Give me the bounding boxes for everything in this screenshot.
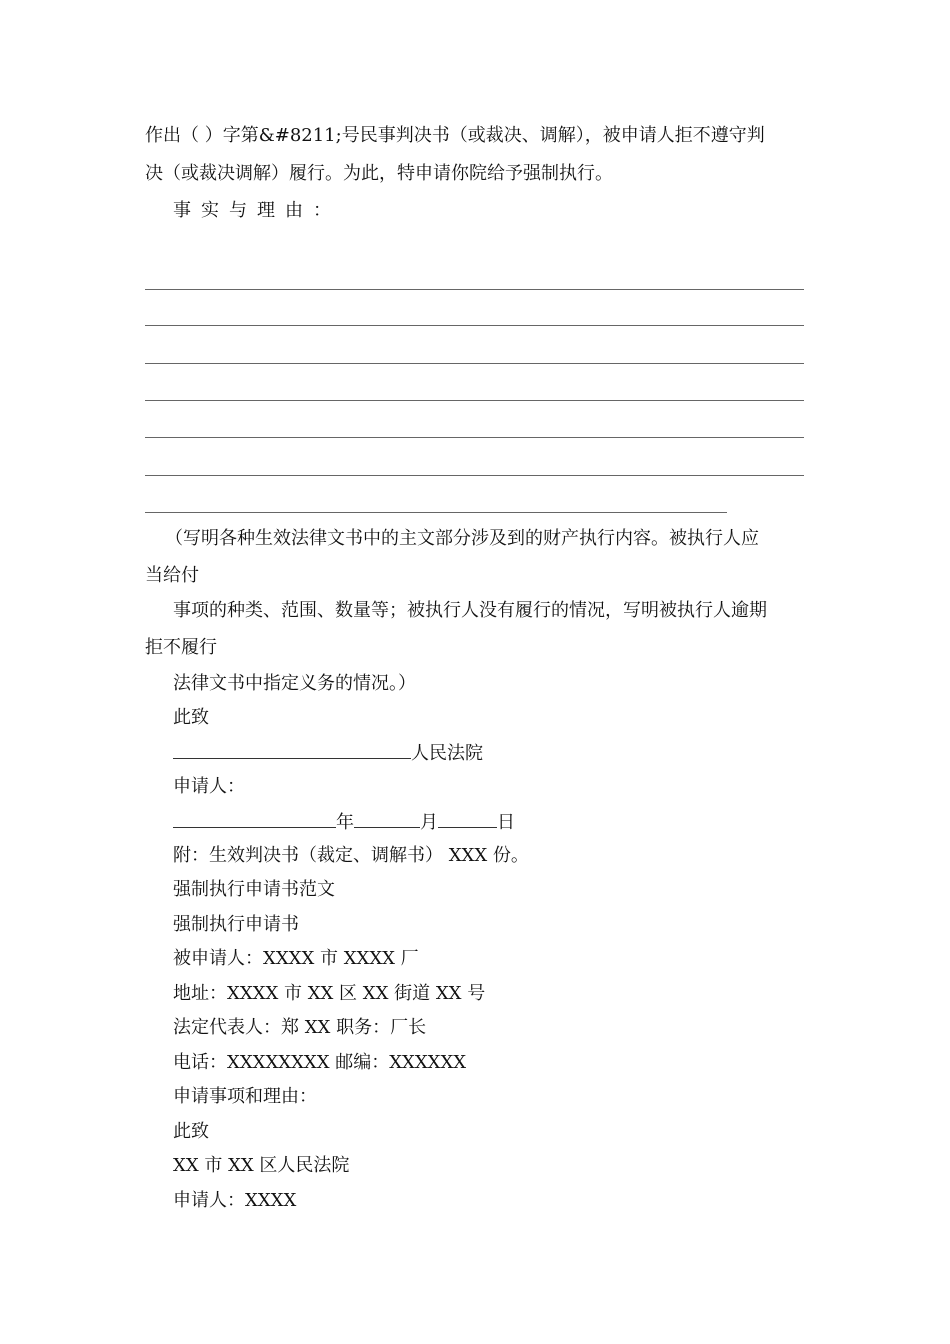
applicant-line: 申请人：XXXX [173,1190,297,1211]
court-name-blank[interactable] [173,740,411,759]
blank-rule [145,400,804,401]
attachment-line: 附：生效判决书（裁定、调解书） XXX 份。 [173,845,529,866]
court-line [173,740,483,766]
blank-rule [145,325,804,326]
blank-rule [145,289,804,290]
court-suffix: 人民法院 [411,743,483,764]
court-name: XX 市 XX 区人民法院 [173,1155,350,1176]
blank-rule [145,437,804,438]
note-line: 法律文书中指定义务的情况。） [173,673,416,694]
note-line: 事项的种类、范围、数量等；被执行人没有履行的情况，写明被执行人逾期 [173,600,767,621]
paragraph-line: 作出（ ）字第&#8211;号民事判决书（或裁决、调解），被申请人拒不遵守判 [145,125,765,146]
paragraph-line: 决（或裁决调解）履行。为此，特申请你院给予强制执行。 [145,163,613,184]
day-label: 日 [497,812,515,833]
blank-rule [145,363,804,364]
year-blank[interactable] [173,809,336,828]
year-label: 年 [336,812,354,833]
salutation: 此致 [173,707,209,728]
salutation: 此致 [173,1121,209,1142]
address-line: 地址：XXXX 市 XX 区 XX 街道 XX 号 [173,983,486,1004]
date-line [173,809,515,835]
respondent-line: 被申请人：XXXX 市 XXXX 厂 [173,948,419,969]
document-title: 强制执行申请书 [173,914,299,935]
day-blank[interactable] [438,809,497,828]
request-heading: 申请事项和理由： [173,1086,317,1107]
month-blank[interactable] [354,809,420,828]
applicant-label: 申请人： [173,776,245,797]
legal-rep-line: 法定代表人：郑 XX 职务：厂长 [173,1017,427,1038]
note-line: （写明各种生效法律文书中的主文部分涉及到的财产执行内容。被执行人应 [165,528,759,549]
sample-title: 强制执行申请书范文 [173,879,335,900]
note-line: 当给付 [145,565,199,586]
facts-heading: 事实与理由： [173,200,341,221]
phone-line: 电话：XXXXXXXX 邮编：XXXXXX [173,1052,467,1073]
blank-rule [145,475,804,476]
note-line: 拒不履行 [145,637,217,658]
month-label: 月 [420,812,438,833]
blank-rule [145,512,727,513]
